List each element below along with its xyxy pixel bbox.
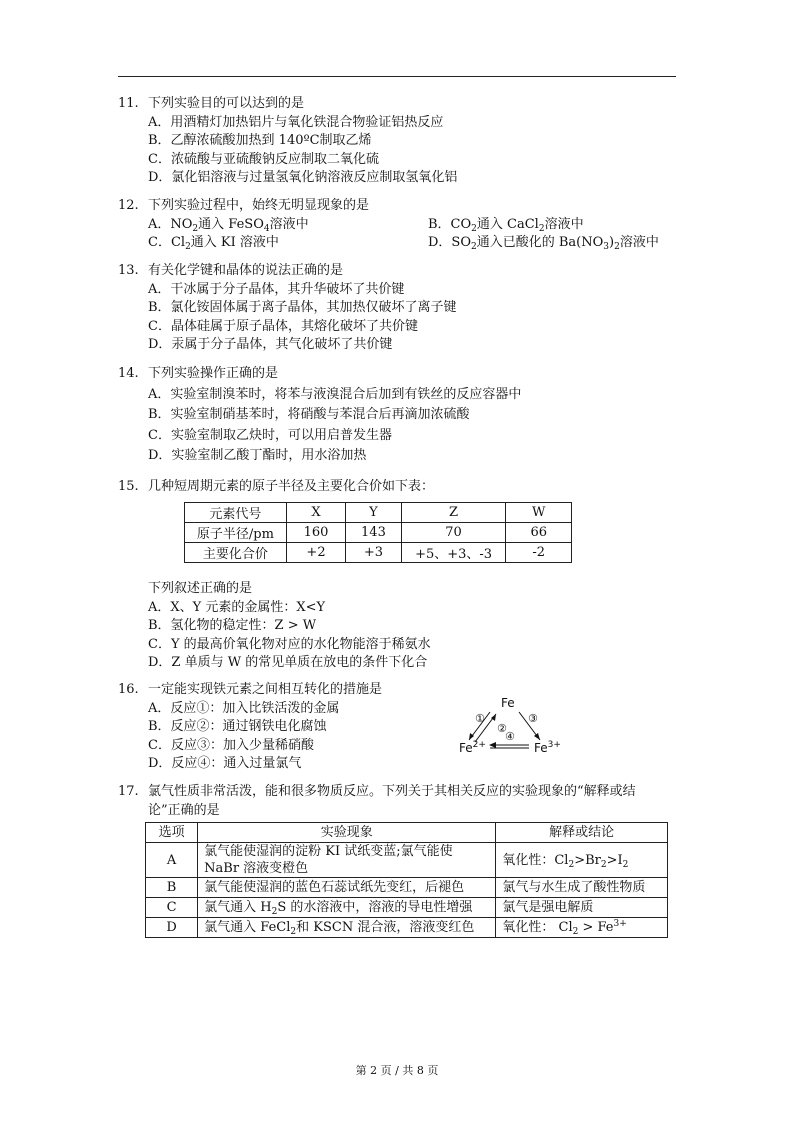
fe-label: Fe bbox=[501, 696, 515, 710]
table-cell: 选项 bbox=[146, 823, 198, 843]
question-11-stem bbox=[118, 95, 688, 114]
table-row bbox=[146, 843, 668, 878]
table-cell: X bbox=[286, 503, 345, 523]
option-c: C．浓硫酸与亚硫酸钠反应制取二氧化硫 bbox=[148, 151, 379, 167]
table-cell: A bbox=[146, 843, 198, 878]
option-c: C．实验室制取乙炔时，可以用启普发生器 bbox=[148, 427, 392, 443]
options-lead: 下列叙述正确的是 bbox=[148, 581, 253, 596]
question-15-options bbox=[118, 580, 688, 673]
option-a: A．用酒精灯加热铝片与氧化铁混合物验证铝热反应 bbox=[148, 114, 444, 130]
table-header-row bbox=[185, 503, 572, 523]
question-text: 下列实验目的可以达到的是 bbox=[148, 96, 305, 111]
option-d: D．Z 单质与 W 的常见单质在放电的条件下化合 bbox=[148, 655, 428, 670]
table-cell: 氯气通入 $H_2S$ 的水溶液中，溶液的导电性增强 bbox=[198, 898, 496, 918]
option-d: D．氯化铝溶液与过量氢氧化钠溶液反应制取氢氧化铝 bbox=[148, 170, 458, 185]
table-row bbox=[185, 543, 572, 563]
question-12 bbox=[118, 197, 688, 253]
arrow-4-head bbox=[489, 742, 496, 748]
question-number: 17. bbox=[118, 784, 139, 799]
question-17-stem bbox=[118, 783, 688, 802]
question-text: 下列实验操作正确的是 bbox=[148, 366, 279, 381]
table-cell: 氯气是强电解质 bbox=[496, 898, 668, 918]
question-17-stem-cont: 论”正确的是 bbox=[148, 802, 220, 818]
question-number: 12. bbox=[118, 198, 139, 213]
table-cell: 氯气能使湿润的淀粉 KI 试纸变蓝;氯气能使 NaBr 溶液变橙色 bbox=[198, 843, 496, 878]
option-a: A．X、Y 元素的金属性：X<Y bbox=[148, 599, 326, 615]
arrow-3-head bbox=[534, 733, 540, 740]
question-12-stem bbox=[118, 197, 688, 216]
question-number: 16. bbox=[118, 682, 139, 697]
question-15 bbox=[118, 478, 688, 497]
table-row bbox=[146, 918, 668, 938]
question-text: 有关化学键和晶体的说法正确的是 bbox=[148, 263, 344, 278]
table-cell: D bbox=[146, 918, 198, 938]
question-number: 15. bbox=[118, 479, 139, 494]
option-b: B．实验室制硝基苯时，将硝酸与苯混合后再滴加浓硫酸 bbox=[148, 407, 470, 422]
page-footer: 第 2 页 / 共 8 页 bbox=[355, 1064, 439, 1077]
question-13-stem bbox=[118, 262, 688, 281]
table-cell: 元素代号 bbox=[185, 503, 287, 523]
question-number: 13. bbox=[118, 263, 139, 278]
option-c: C．反应③：加入少量稀硝酸 bbox=[148, 737, 314, 753]
table-cell: 主要化合价 bbox=[185, 543, 287, 563]
table-row bbox=[146, 898, 668, 918]
option-b: B．氯化铵固体属于离子晶体，其加热仅破坏了离子键 bbox=[148, 300, 457, 315]
table-cell: W bbox=[506, 503, 572, 523]
table-cell: 原子半径/pm bbox=[185, 523, 287, 543]
question-14-stem bbox=[118, 364, 688, 385]
reaction-2-label: ② bbox=[497, 722, 507, 735]
header-rule bbox=[118, 76, 676, 77]
option-a: A．$NO_2$通入 FeSO$_4$溶液中 bbox=[148, 216, 309, 234]
fe2-label: $Fe^{2+}$ bbox=[459, 740, 486, 755]
question-17 bbox=[118, 783, 688, 820]
option-d: D．实验室制乙酸丁酯时，用水浴加热 bbox=[148, 448, 367, 463]
option-d: D．$SO_2$通入已酸化的 $Ba(NO_3)_2$溶液中 bbox=[428, 235, 659, 252]
option-d: D．反应④：通入过量氯气 bbox=[148, 756, 302, 771]
option-c: C．Y 的最高价氧化物对应的水化物能溶于稀氨水 bbox=[148, 636, 431, 652]
table-cell: +2 bbox=[286, 543, 345, 563]
table-cell: 解释或结论 bbox=[496, 823, 668, 843]
table-cell: C bbox=[146, 898, 198, 918]
option-a: A．实验室制溴苯时，将苯与液溴混合后加到有铁丝的反应容器中 bbox=[148, 386, 522, 402]
table-row bbox=[146, 878, 668, 898]
table-cell: +3 bbox=[346, 543, 401, 563]
table-cell: 实验现象 bbox=[198, 823, 496, 843]
table-cell: 氧化性：$Cl_2>Br_2>I_2$ bbox=[496, 843, 668, 878]
reaction-4-label: ④ bbox=[505, 730, 515, 743]
question-text: 几种短周期元素的原子半径及主要化合价如下表： bbox=[148, 479, 435, 494]
option-c: C．晶体硅属于原子晶体，其熔化破坏了共价键 bbox=[148, 318, 418, 334]
experiment-table bbox=[145, 822, 668, 938]
table-cell: 143 bbox=[346, 523, 401, 543]
question-15-stem bbox=[118, 478, 688, 497]
fe3-label: $Fe^{3+}$ bbox=[534, 740, 561, 755]
option-a: A．干冰属于分子晶体，其升华破坏了共价键 bbox=[148, 281, 405, 297]
option-c: C．$Cl_2$通入 KI 溶液中 bbox=[148, 235, 279, 252]
reaction-3-label: ③ bbox=[528, 712, 538, 725]
question-number: 11. bbox=[118, 96, 139, 111]
table-cell: 氯气通入 FeCl$_2$和 KSCN 混合液，溶液变红色 bbox=[198, 918, 496, 938]
table-cell: Z bbox=[401, 503, 506, 523]
table-header-row bbox=[146, 823, 668, 843]
table-cell: -2 bbox=[506, 543, 572, 563]
option-b: B．氢化物的稳定性：Z > W bbox=[148, 618, 317, 633]
question-11 bbox=[118, 95, 688, 188]
iron-conversion-diagram bbox=[455, 694, 585, 764]
options-row bbox=[118, 216, 688, 235]
option-d: D．汞属于分子晶体，其气化破坏了共价键 bbox=[148, 337, 393, 352]
options-row bbox=[118, 234, 688, 253]
question-14 bbox=[118, 364, 688, 467]
table-cell: 66 bbox=[506, 523, 572, 543]
option-b: B．$CO_2$通入 CaCl$_2$溶液中 bbox=[428, 216, 584, 234]
table-row bbox=[185, 523, 572, 543]
reaction-1-label: ① bbox=[475, 712, 485, 725]
option-b: B．乙醇浓硫酸加热到 140ºC制取乙烯 bbox=[148, 133, 372, 148]
question-number: 14. bbox=[118, 366, 139, 381]
option-a: A．反应①：加入比铁活泼的金属 bbox=[148, 700, 340, 716]
table-cell: 氧化性： $Cl_2 > Fe^{3+}$ bbox=[496, 918, 668, 938]
table-cell: 氯气与水生成了酸性物质 bbox=[496, 878, 668, 898]
table-cell: 70 bbox=[401, 523, 506, 543]
table-cell: Y bbox=[346, 503, 401, 523]
table-cell: 氯气能使湿润的蓝色石蕊试纸先变红，后褪色 bbox=[198, 878, 496, 898]
question-text: 氯气性质非常活泼，能和很多物质反应。下列关于其相关反应的实验现象的“解释或结 bbox=[148, 784, 636, 799]
option-b: B．反应②：通过钢铁电化腐蚀 bbox=[148, 719, 327, 734]
question-text: 下列实验过程中，始终无明显现象的是 bbox=[148, 198, 370, 213]
question-16-stem bbox=[118, 681, 688, 700]
element-table bbox=[184, 502, 572, 563]
table-cell: 160 bbox=[286, 523, 345, 543]
table-cell: B bbox=[146, 878, 198, 898]
question-text: 一定能实现铁元素之间相互转化的措施是 bbox=[148, 682, 383, 697]
question-13 bbox=[118, 262, 688, 355]
question-16 bbox=[118, 681, 688, 774]
table-cell: +5、+3、-3 bbox=[401, 543, 506, 563]
